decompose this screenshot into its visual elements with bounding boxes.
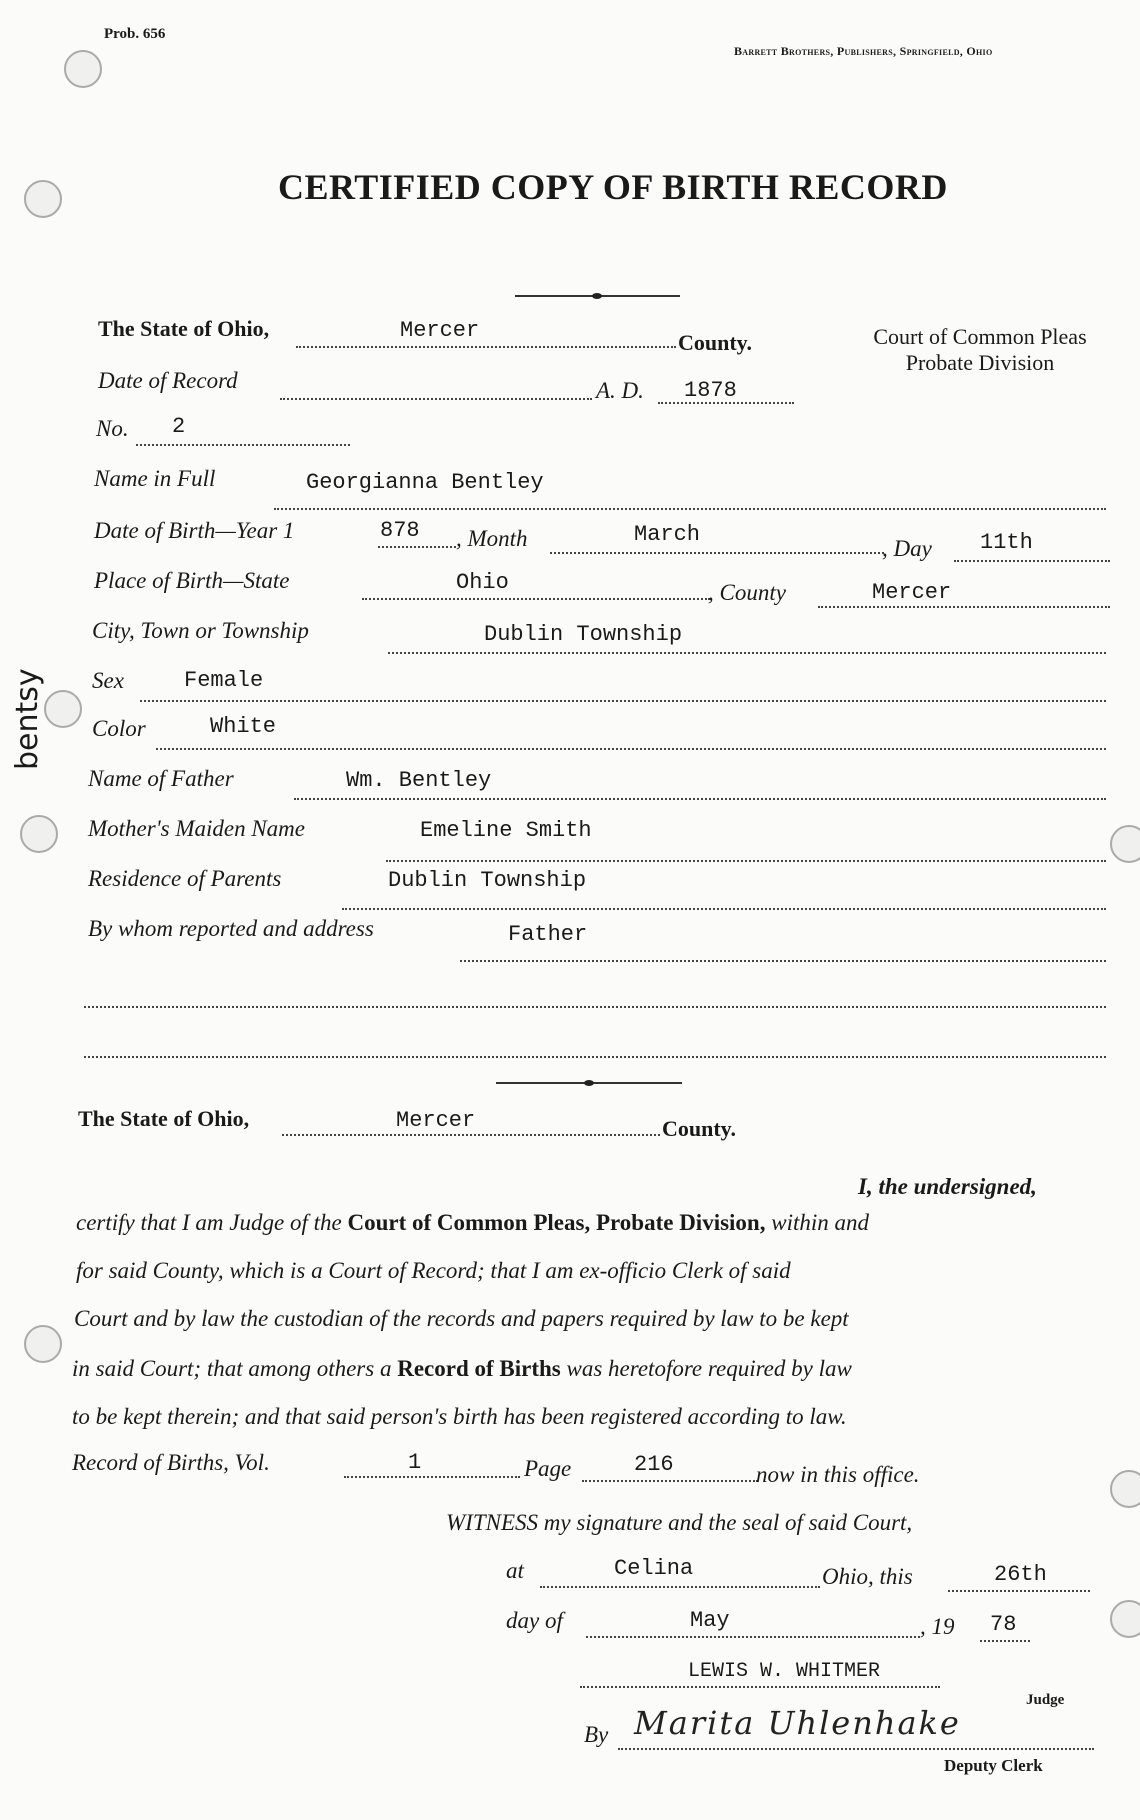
punch-hole: [64, 50, 102, 88]
reported-value: Father: [508, 922, 588, 947]
day-label: , Day: [882, 536, 932, 561]
vol-label: Record of Births, Vol.: [72, 1450, 270, 1475]
city-value: Dublin Township: [484, 622, 683, 647]
sex-label: Sex: [92, 668, 124, 693]
father-label: Name of Father: [88, 766, 234, 791]
witness-month-value: May: [690, 1608, 730, 1633]
county-value: Mercer: [400, 318, 480, 343]
at-value: Celina: [614, 1556, 694, 1581]
at-label: at: [506, 1558, 524, 1583]
cert-line-3: Court and by law the custodian of the records and papers required by law to be kept: [74, 1306, 849, 1331]
vol-value: 1: [408, 1450, 422, 1475]
cert-line-2: for said County, which is a Court of Record; that I am ex-officio Clerk of said: [76, 1258, 791, 1283]
punch-hole: [1110, 1600, 1140, 1638]
date-of-record-label: Date of Record: [98, 368, 238, 393]
pob-county-label: , County: [708, 580, 786, 605]
page-value: 216: [634, 1452, 674, 1477]
punch-hole: [24, 180, 62, 218]
court-name: Court of Common Pleas Probate Division: [873, 324, 1087, 375]
blank-line: [84, 1056, 1106, 1058]
father-value: Wm. Bentley: [346, 768, 492, 793]
ohio-this-label: Ohio, this: [822, 1564, 913, 1589]
cert-line-4: in said Court; that among others a Record of Births was heretofore required by law: [72, 1356, 852, 1381]
witness-year-value: 78: [990, 1612, 1017, 1637]
county-label: County.: [678, 330, 752, 355]
residence-label: Residence of Parents: [88, 866, 282, 891]
page-label: Page: [524, 1456, 572, 1481]
color-value: White: [210, 714, 277, 739]
judge-label: Judge: [1026, 1692, 1065, 1708]
dob-year-value: 878: [380, 518, 420, 543]
publisher-credit: Barrett Brothers, Publishers, Springfield, Ohio: [734, 44, 993, 58]
sex-value: Female: [184, 668, 264, 693]
by-label: By: [584, 1722, 609, 1747]
month-value: March: [634, 522, 701, 547]
dayof-label: day of: [506, 1608, 563, 1633]
clerk-signature: Marita Uhlenhake: [634, 1704, 961, 1742]
ornament-center: [592, 293, 602, 299]
pob-county-value: Mercer: [872, 580, 952, 605]
punch-hole: [1110, 1470, 1140, 1508]
color-label: Color: [92, 716, 146, 741]
pob-state-label: Place of Birth—State: [94, 568, 290, 593]
office-label: now in this office.: [756, 1462, 920, 1487]
punch-hole: [24, 1325, 62, 1363]
mother-label: Mother's Maiden Name: [88, 816, 305, 841]
city-label: City, Town or Township: [92, 618, 309, 643]
year-prefix: , 19: [920, 1614, 955, 1639]
punch-hole: [1110, 825, 1140, 863]
margin-handwritten-note: bentsy: [10, 668, 45, 770]
form-code: Prob. 656: [104, 26, 166, 42]
name-value: Georgianna Bentley: [306, 470, 544, 495]
deputy-clerk-label: Deputy Clerk: [944, 1756, 1043, 1775]
record-number-label: No.: [96, 416, 129, 441]
judge-name: LEWIS W. WHITMER: [688, 1660, 881, 1683]
cert-line-1: certify that I am Judge of the Court of Common Pleas, Probate Division, within and: [76, 1210, 869, 1235]
ad-label: A. D.: [596, 378, 644, 403]
ornament-center: [584, 1080, 594, 1086]
document-title: CERTIFIED COPY OF BIRTH RECORD: [278, 167, 948, 207]
reported-label: By whom reported and address: [88, 916, 374, 941]
witness-text: WITNESS my signature and the seal of said Court,: [446, 1510, 913, 1535]
dob-year-label: Date of Birth—Year 1: [94, 518, 295, 543]
cert-line-5: to be kept therein; and that said person's birth has been registered according to law.: [72, 1404, 847, 1429]
witness-day-value: 26th: [994, 1562, 1047, 1587]
pob-state-value: Ohio: [456, 570, 509, 595]
name-label: Name in Full: [94, 466, 216, 491]
ad-year-value: 1878: [684, 378, 737, 403]
mother-value: Emeline Smith: [420, 818, 592, 843]
cert-county-value: Mercer: [396, 1108, 476, 1133]
record-number-value: 2: [172, 414, 186, 439]
punch-hole: [44, 690, 82, 728]
month-label: , Month: [456, 526, 528, 551]
undersigned-text: I, the undersigned,: [858, 1174, 1037, 1199]
residence-value: Dublin Township: [388, 868, 587, 893]
punch-hole: [20, 815, 58, 853]
state-label: The State of Ohio,: [98, 316, 270, 341]
cert-state-label: The State of Ohio,: [78, 1106, 250, 1131]
blank-line: [84, 1006, 1106, 1008]
day-value: 11th: [980, 530, 1033, 555]
cert-county-label: County.: [662, 1116, 736, 1141]
